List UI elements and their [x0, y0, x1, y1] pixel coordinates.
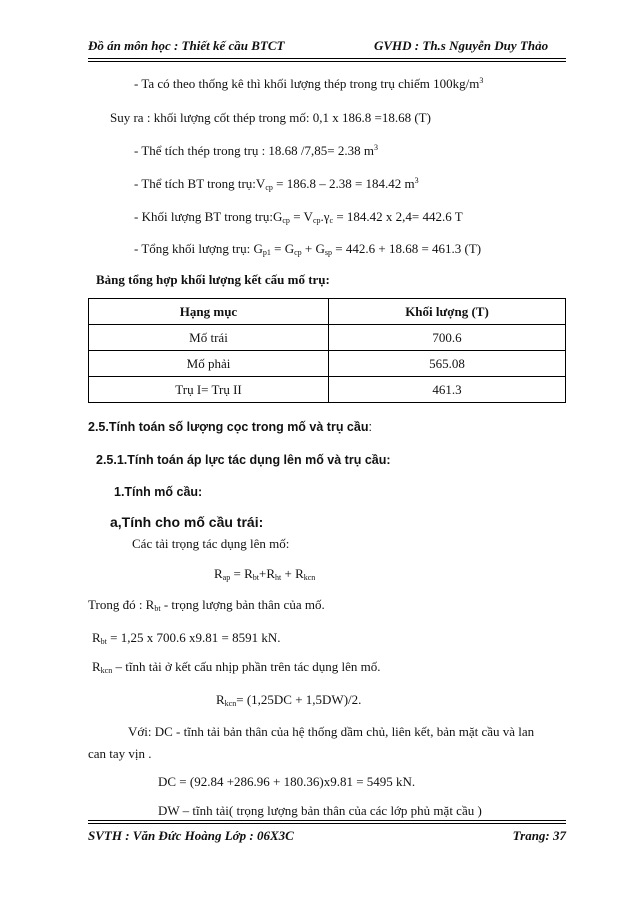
table-header-mass: Khối lượng (T): [329, 299, 566, 325]
section-a-heading: a,Tính cho mố cầu trái:: [110, 514, 264, 530]
footer-rule: [88, 823, 566, 824]
table-row: [89, 325, 566, 351]
dc-equation: DC = (92.84 +286.96 + 180.36)x9.81 = 5495 kN.: [158, 774, 416, 789]
table-cell: 700.6: [329, 325, 566, 351]
header-instructor: GVHD : Th.s Nguyễn Duy Thảo: [374, 38, 549, 53]
dc-definition-cont: can tay vịn .: [88, 746, 152, 761]
section-2-5-heading: 2.5.Tính toán số lượng cọc trong mố và trụ cầu:: [88, 420, 372, 434]
table-cell: Mố phải: [89, 351, 329, 377]
table-cell: 461.3: [329, 377, 566, 403]
table-cell: Mố trái: [89, 325, 329, 351]
page-header: [88, 38, 563, 58]
page-number: Trang: 37: [512, 828, 566, 843]
header-rule: [88, 58, 566, 59]
table-title: Bảng tổng hợp khối lượng kết cấu mố trụ:: [96, 272, 330, 287]
section-1-heading: 1.Tính mố cầu:: [114, 485, 203, 499]
section-2-5-1-heading: 2.5.1.Tính toán áp lực tác dụng lên mố và trụ cầu:: [96, 453, 391, 467]
table-header-row: [89, 299, 566, 325]
steel-volume-line: - Thể tích thép trong trụ : 18.68 /7,85= 2.38 $m^3$: [134, 143, 378, 158]
summary-table: [88, 298, 566, 403]
concrete-volume-line: - Thể tích BT trong $trụ:V_{cp} = 186.8 - 2.38 = 184.42$ $m^3$: [134, 176, 419, 192]
table-header-item: Hạng mục: [89, 299, 329, 325]
footer-rule-thin: [88, 820, 566, 821]
rkcn-line: $R_{kcn}$ – tĩnh tải ở kết cấu nhịp phần trên tác dụng lên mố.: [92, 659, 381, 675]
header-rule-thin: [88, 61, 566, 62]
concrete-mass-line: - Khối lượng BT trong $trụ:G_{cp} = V_{cp}.\gamma_c = 184.42$ x 2,4= 442.6 T: [134, 209, 463, 225]
table-row: [89, 377, 566, 403]
table-row: [89, 351, 566, 377]
dc-definition: Với: DC - tĩnh tải bản thân của hệ thống dầm chủ, liên kết, bản mặt cầu và lan: [128, 724, 535, 739]
steel-ratio-line: - Ta có theo thống kê thì khối lượng thép trong trụ chiếm $100kg/m^3$: [134, 76, 484, 91]
reaction-equation: $R_{ap} = R_{bt}+R_{ht} + R_{kcn}$: [214, 566, 316, 582]
dw-definition: DW – tĩnh tải( trọng lượng bản thân của các lớp phủ mặt cầu ): [158, 803, 482, 818]
loads-intro: Các tải trọng tác dụng lên mố:: [132, 536, 290, 551]
where-line: Trong đó : $R_{bt}$ - trọng lượng bản thân của mố.: [88, 597, 325, 613]
rbt-line: $R_{bt} = 1,25$ x 700.6 x9.81 = 8591 kN.: [92, 630, 281, 646]
rkcn-equation: $R_{kcn}= (1,25DC + 1,5DW)/2$.: [216, 692, 362, 708]
steel-mass-line: Suy ra : khối lượng cốt thép trong mố: 0,1 x 186.8 =18.68 (T): [110, 110, 431, 125]
table-cell: 565.08: [329, 351, 566, 377]
header-course-title: Đồ án môn học : Thiết kế cầu BTCT: [88, 38, 285, 53]
footer-student: SVTH : Văn Đức Hoàng Lớp : 06X3C: [88, 828, 294, 843]
total-mass-line: - Tổng khối lượng trụ: $G_{p1} = G_{cp} + G_{sp} = 442.6 + 18.68 = 461.3$ (T): [134, 241, 482, 257]
table-cell: Trụ I= Trụ II: [89, 377, 329, 403]
